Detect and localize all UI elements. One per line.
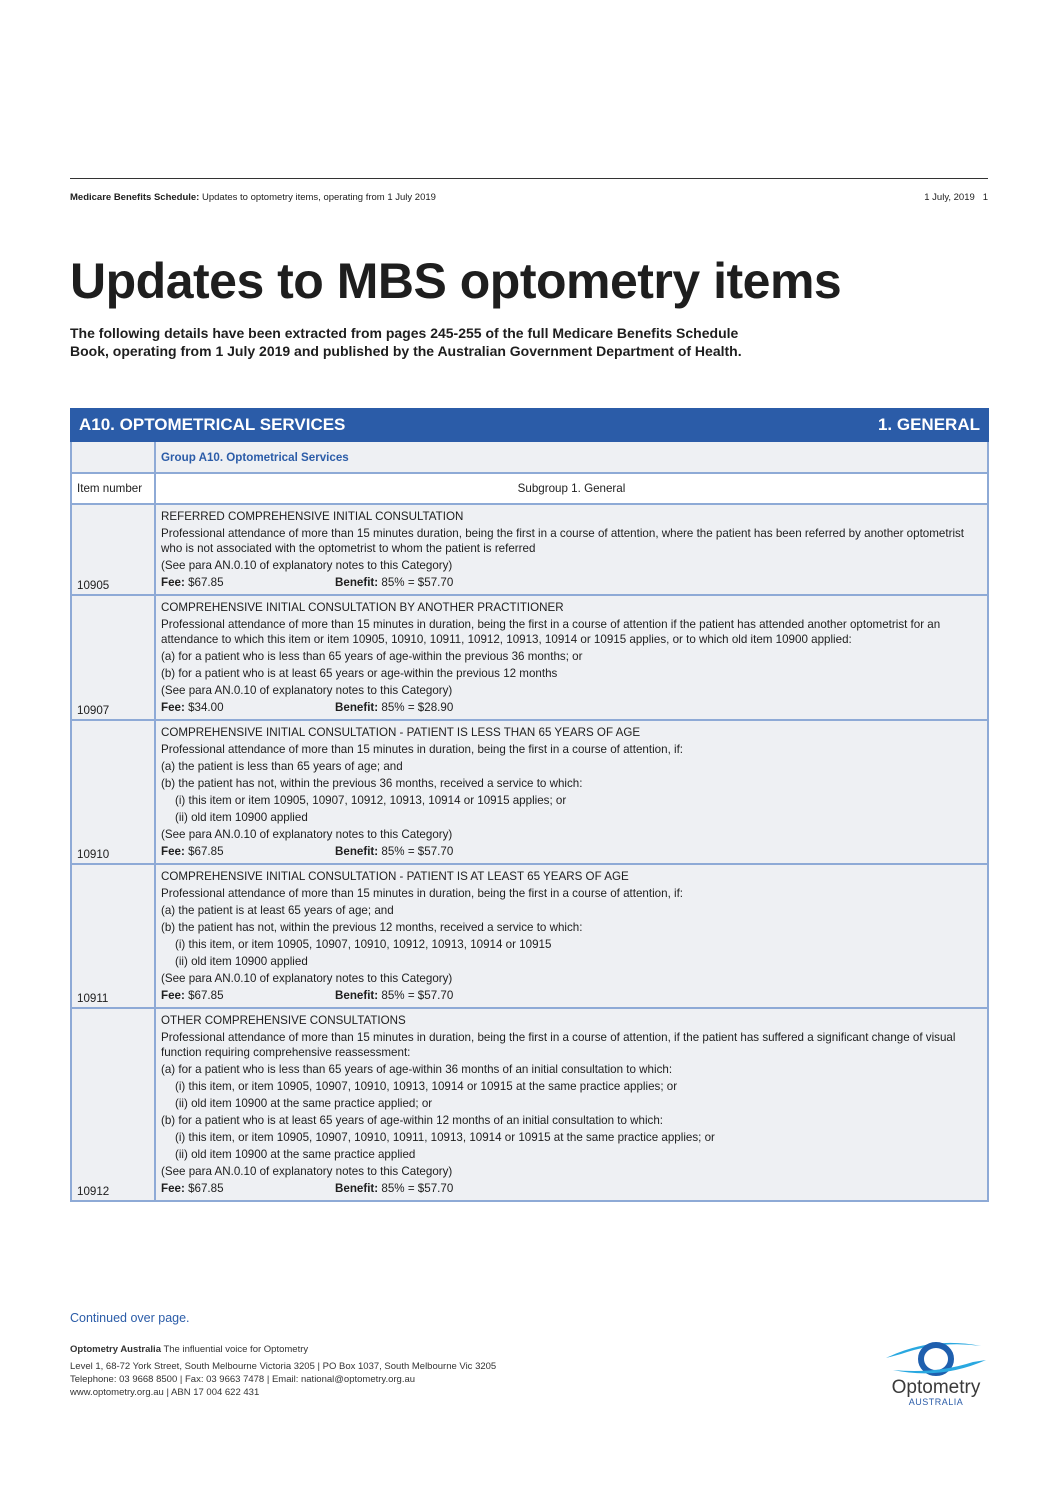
fee-value: $67.85	[188, 576, 224, 589]
benefit-label: Benefit:	[335, 1182, 379, 1195]
page-title: Updates to MBS optometry items	[70, 253, 842, 309]
item-number: 10911	[71, 864, 155, 1008]
item-row	[71, 720, 988, 864]
subgroup-header: Subgroup 1. General	[155, 473, 988, 504]
item-line: (ii) old item 10900 at the same practice applied; or	[175, 1097, 433, 1110]
item-line: (b) the patient has not, within the previous 36 months, received a service to which:	[161, 777, 583, 790]
fee-value: $67.85	[188, 989, 224, 1002]
benefit-value: 85% = $57.70	[381, 576, 454, 589]
item-line: (i) this item, or item 10905, 10907, 10910, 10912, 10913, 10914 or 10915	[175, 938, 552, 951]
eye-logo-icon	[881, 1340, 991, 1376]
benefit-value: 85% = $57.70	[381, 1182, 454, 1195]
benefit-label: Benefit:	[335, 989, 379, 1002]
item-line: Professional attendance of more than 15 minutes duration, being the first in a course of attention, where the patient has been referred by another optometrist who is not associated with the optometrist to whom the patient is referred	[161, 527, 965, 555]
running-header-bold: Medicare Benefits Schedule:	[70, 192, 200, 203]
footer-org: Optometry Australia	[70, 1344, 161, 1355]
item-line: (a) the patient is at least 65 years of age; and	[161, 904, 394, 917]
item-row	[71, 864, 988, 1008]
fee-line	[161, 844, 982, 859]
item-line: (See para AN.0.10 of explanatory notes to this Category)	[161, 559, 453, 572]
footer-web: www.optometry.org.au | ABN 17 004 622 431	[70, 1387, 260, 1398]
fee-line	[161, 1181, 982, 1196]
fee-label: Fee:	[161, 576, 185, 589]
item-line: (a) the patient is less than 65 years of age; and	[161, 760, 403, 773]
item-description	[155, 595, 988, 720]
footer-contact: Telephone: 03 9668 8500 | Fax: 03 9663 7478 | Email: national@optometry.org.au	[70, 1374, 416, 1385]
fee-line	[161, 988, 982, 1003]
benefit-label: Benefit:	[335, 576, 379, 589]
item-line: Professional attendance of more than 15 minutes in duration, being the first in a course of attention if the patient has attended another optometrist for an attendance to which this item or item 10905, 10910, 10911, 10912, 10913, 10914 or 10915 applies, or to which old item 10900 applied:	[161, 618, 941, 646]
continued-note: Continued over page.	[70, 1311, 190, 1325]
footer-tagline: The influential voice for Optometry	[160, 1344, 309, 1355]
item-line: (ii) old item 10900 applied	[175, 955, 308, 968]
fee-line	[161, 700, 982, 715]
fee-value: $67.85	[188, 845, 224, 858]
item-line: (b) for a patient who is at least 65 years of age-within 12 months of an initial consultation to which:	[161, 1114, 664, 1127]
item-title: REFERRED COMPREHENSIVE INITIAL CONSULTATION	[161, 510, 464, 523]
item-title: OTHER COMPREHENSIVE CONSULTATIONS	[161, 1014, 406, 1027]
section-header-row	[71, 409, 988, 441]
header-rule	[70, 178, 988, 179]
mbs-items-table	[70, 408, 989, 1202]
item-description	[155, 864, 988, 1008]
item-description	[155, 504, 988, 595]
item-title: COMPREHENSIVE INITIAL CONSULTATION - PATIENT IS AT LEAST 65 YEARS OF AGE	[161, 870, 629, 883]
item-line: (See para AN.0.10 of explanatory notes to this Category)	[161, 828, 453, 841]
item-line: (ii) old item 10900 applied	[175, 811, 308, 824]
item-number-header: Item number	[71, 473, 155, 504]
item-line: (See para AN.0.10 of explanatory notes to this Category)	[161, 684, 453, 697]
item-line: Professional attendance of more than 15 minutes in duration, being the first in a course of attention, if:	[161, 743, 684, 756]
fee-label: Fee:	[161, 845, 185, 858]
item-row	[71, 504, 988, 595]
fee-label: Fee:	[161, 701, 185, 714]
group-title: Group A10. Optometrical Services	[155, 441, 988, 473]
running-header-date: 1 July, 2019	[924, 192, 975, 203]
benefit-label: Benefit:	[335, 701, 379, 714]
item-row	[71, 595, 988, 720]
logo-name: Optometry	[891, 1377, 981, 1398]
logo-sub: AUSTRALIA	[908, 1397, 964, 1407]
item-number: 10912	[71, 1008, 155, 1201]
benefit-value: 85% = $28.90	[381, 701, 454, 714]
fee-label: Fee:	[161, 989, 185, 1002]
item-title: COMPREHENSIVE INITIAL CONSULTATION - PATIENT IS LESS THAN 65 YEARS OF AGE	[161, 726, 641, 739]
item-line: (See para AN.0.10 of explanatory notes to this Category)	[161, 1165, 453, 1178]
item-number: 10910	[71, 720, 155, 864]
item-line: (See para AN.0.10 of explanatory notes to this Category)	[161, 972, 453, 985]
optometry-australia-logo	[876, 1340, 996, 1407]
item-row	[71, 1008, 988, 1201]
item-line: (i) this item, or item 10905, 10907, 10910, 10913, 10914 or 10915 at the same practice applies; or	[175, 1080, 678, 1093]
item-line: (b) the patient has not, within the previous 12 months, received a service to which:	[161, 921, 583, 934]
column-header-row	[71, 473, 988, 504]
item-line: (a) for a patient who is less than 65 years of age-within 36 months of an initial consultation to which:	[161, 1063, 673, 1076]
benefit-value: 85% = $57.70	[381, 989, 454, 1002]
item-description	[155, 1008, 988, 1201]
item-line: (ii) old item 10900 at the same practice applied	[175, 1148, 416, 1161]
running-header	[70, 192, 988, 203]
item-description	[155, 720, 988, 864]
item-line: Professional attendance of more than 15 minutes in duration, being the first in a course of attention, if:	[161, 887, 684, 900]
section-title: A10. OPTOMETRICAL SERVICES	[79, 415, 346, 434]
fee-value: $34.00	[188, 701, 224, 714]
fee-line	[161, 575, 982, 590]
item-line: (i) this item or item 10905, 10907, 10912, 10913, 10914 or 10915 applies; or	[175, 794, 567, 807]
item-line: (a) for a patient who is less than 65 years of age-within the previous 36 months; or	[161, 650, 583, 663]
subsection-title: 1. GENERAL	[877, 415, 980, 434]
fee-label: Fee:	[161, 1182, 185, 1195]
benefit-label: Benefit:	[335, 845, 379, 858]
item-number: 10907	[71, 595, 155, 720]
item-line: (b) for a patient who is at least 65 years or age-within the previous 12 months	[161, 667, 558, 680]
item-line: (i) this item, or item 10905, 10907, 10910, 10911, 10913, 10914 or 10915 at the same practice applies; or	[175, 1131, 715, 1144]
group-row	[71, 441, 988, 473]
footer	[70, 1343, 496, 1399]
item-line: Professional attendance of more than 15 minutes in duration, being the first in a course of attention, if the patient has suffered a significant change of visual function requiring comprehensive reassessment:	[161, 1031, 956, 1059]
intro-text: The following details have been extracted from pages 245-255 of the full Medicare Benefits Schedule Book, operating from 1 July 2019 and published by the Australian Government Department of Health.	[70, 325, 742, 359]
item-number: 10905	[71, 504, 155, 595]
page-number: 1	[982, 192, 988, 203]
running-header-text: Updates to optometry items, operating from 1 July 2019	[199, 192, 436, 203]
footer-address: Level 1, 68-72 York Street, South Melbourne Victoria 3205 | PO Box 1037, South Melbourne Vic 3205	[70, 1361, 497, 1372]
item-title: COMPREHENSIVE INITIAL CONSULTATION BY ANOTHER PRACTITIONER	[161, 601, 564, 614]
benefit-value: 85% = $57.70	[381, 845, 454, 858]
fee-value: $67.85	[188, 1182, 224, 1195]
